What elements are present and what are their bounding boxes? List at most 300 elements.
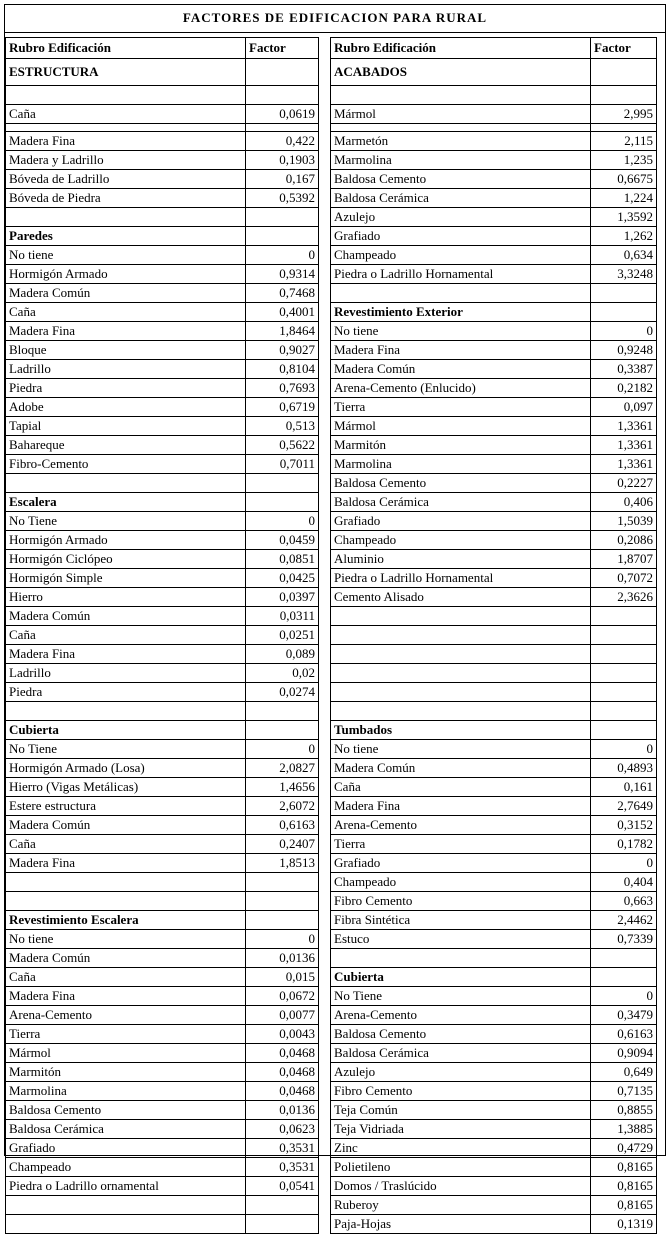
column-header-factor: Factor xyxy=(246,38,319,59)
table-header-row xyxy=(331,38,657,59)
factor-cell: 0,0619 xyxy=(246,105,319,124)
rubro-cell: Hormigón Ciclópeo xyxy=(6,550,246,569)
rubro-cell: Caña xyxy=(6,968,246,987)
factor-cell xyxy=(591,59,657,86)
factor-cell: 0,7011 xyxy=(246,455,319,474)
factor-cell: 0,4729 xyxy=(591,1139,657,1158)
rubro-cell xyxy=(331,645,591,664)
table-row xyxy=(6,835,319,854)
factor-cell xyxy=(246,493,319,512)
rubro-cell: Marmolina xyxy=(6,1082,246,1101)
factor-cell: 1,3885 xyxy=(591,1120,657,1139)
table-row xyxy=(6,1044,319,1063)
rubro-cell xyxy=(6,1215,246,1234)
factor-cell: 0,406 xyxy=(591,493,657,512)
rubro-cell: No tiene xyxy=(6,246,246,265)
table-row xyxy=(331,1196,657,1215)
table-row xyxy=(6,284,319,303)
table-row xyxy=(6,797,319,816)
section-header-row xyxy=(331,59,657,86)
rubro-cell: Grafiado xyxy=(331,227,591,246)
table-row xyxy=(331,683,657,702)
table-row xyxy=(6,474,319,493)
factor-cell: 0 xyxy=(591,322,657,341)
table-row xyxy=(6,1196,319,1215)
factor-cell: 0,663 xyxy=(591,892,657,911)
factor-cell: 0,9248 xyxy=(591,341,657,360)
factor-cell xyxy=(591,949,657,968)
table-row xyxy=(6,265,319,284)
factor-cell: 0,7072 xyxy=(591,569,657,588)
factor-cell: 2,995 xyxy=(591,105,657,124)
rubro-cell: Caña xyxy=(331,778,591,797)
table-row xyxy=(6,987,319,1006)
factor-cell: 0,167 xyxy=(246,170,319,189)
rubro-cell: No tiene xyxy=(6,930,246,949)
rubro-cell: Paja-Hojas xyxy=(331,1215,591,1234)
rubro-cell: Fibra Sintética xyxy=(331,911,591,930)
rubro-cell: Polietileno xyxy=(331,1158,591,1177)
section-header-row xyxy=(6,721,319,740)
table-row xyxy=(6,1006,319,1025)
table-row xyxy=(6,816,319,835)
table-row xyxy=(331,664,657,683)
table-row xyxy=(331,702,657,721)
section-header-row xyxy=(6,59,319,86)
section-header-row xyxy=(6,227,319,246)
section-title: Revestimiento Escalera xyxy=(6,911,246,930)
rubro-cell: Cemento Alisado xyxy=(331,588,591,607)
rubro-cell: Arena-Cemento (Enlucido) xyxy=(331,379,591,398)
factor-cell xyxy=(591,968,657,987)
table-row xyxy=(331,569,657,588)
table-row xyxy=(6,132,319,151)
rubro-cell: Grafiado xyxy=(331,512,591,531)
factor-cell: 0,02 xyxy=(246,664,319,683)
factor-cell: 0,3152 xyxy=(591,816,657,835)
table-row xyxy=(6,436,319,455)
rubro-cell: Fibro Cemento xyxy=(331,1082,591,1101)
factor-cell: 0,0425 xyxy=(246,569,319,588)
factor-cell: 1,224 xyxy=(591,189,657,208)
rubro-cell: Marmolina xyxy=(331,151,591,170)
rubro-cell: Baldosa Cemento xyxy=(331,170,591,189)
rubro-cell xyxy=(331,702,591,721)
factor-cell: 0,0274 xyxy=(246,683,319,702)
factor-cell: 0 xyxy=(246,740,319,759)
factor-cell xyxy=(246,1196,319,1215)
rubro-cell: Domos / Traslúcido xyxy=(331,1177,591,1196)
rubro-cell: Marmetón xyxy=(331,132,591,151)
table-row xyxy=(6,645,319,664)
rubro-cell: Caña xyxy=(6,835,246,854)
rubro-cell: Mármol xyxy=(6,1044,246,1063)
table-row xyxy=(6,892,319,911)
factor-cell: 2,3626 xyxy=(591,588,657,607)
factor-cell: 1,3361 xyxy=(591,436,657,455)
rubro-cell: Baldosa Cerámica xyxy=(6,1120,246,1139)
table-row xyxy=(6,322,319,341)
table-row xyxy=(331,740,657,759)
section-header-row xyxy=(331,303,657,322)
factor-cell: 0 xyxy=(246,512,319,531)
rubro-cell: Madera Fina xyxy=(6,132,246,151)
rubro-cell: Tierra xyxy=(6,1025,246,1044)
table-row xyxy=(331,1082,657,1101)
section-title: ESTRUCTURA xyxy=(6,59,246,86)
factor-cell xyxy=(591,645,657,664)
rubro-cell: Champeado xyxy=(331,531,591,550)
factor-cell: 0 xyxy=(246,930,319,949)
factor-cell: 1,8513 xyxy=(246,854,319,873)
rubro-cell: No tiene xyxy=(331,322,591,341)
factor-cell: 1,262 xyxy=(591,227,657,246)
rubro-cell: Hormigón Armado xyxy=(6,265,246,284)
rubro-cell: Piedra xyxy=(6,683,246,702)
factor-cell: 0,513 xyxy=(246,417,319,436)
rubro-cell: Adobe xyxy=(6,398,246,417)
factor-cell: 3,3248 xyxy=(591,265,657,284)
table-row xyxy=(6,1158,319,1177)
rubro-cell: Azulejo xyxy=(331,208,591,227)
rubro-cell: Arena-Cemento xyxy=(6,1006,246,1025)
factor-cell: 0,015 xyxy=(246,968,319,987)
rubro-cell: Madera Fina xyxy=(6,854,246,873)
table-row xyxy=(6,341,319,360)
rubro-cell: Ladrillo xyxy=(6,360,246,379)
rubro-cell: Caña xyxy=(6,105,246,124)
table-row xyxy=(331,892,657,911)
rubro-cell: Mármol xyxy=(331,105,591,124)
factor-cell xyxy=(246,702,319,721)
table-row xyxy=(331,474,657,493)
table-row xyxy=(6,360,319,379)
factor-cell: 0,8165 xyxy=(591,1196,657,1215)
factor-cell: 0,0672 xyxy=(246,987,319,1006)
rubro-cell: Madera Fina xyxy=(6,322,246,341)
table-row xyxy=(331,987,657,1006)
rubro-cell: Madera Fina xyxy=(331,797,591,816)
table-row xyxy=(331,1120,657,1139)
rubro-cell xyxy=(331,683,591,702)
table-row xyxy=(6,1063,319,1082)
rubro-cell xyxy=(6,474,246,493)
rubro-cell: Champeado xyxy=(331,246,591,265)
rubro-cell xyxy=(6,702,246,721)
factor-cell xyxy=(246,124,319,132)
section-header-row xyxy=(6,911,319,930)
table-row xyxy=(331,1158,657,1177)
factor-cell: 0,8165 xyxy=(591,1158,657,1177)
table-row xyxy=(331,1006,657,1025)
rubro-cell: Aluminio xyxy=(331,550,591,569)
table-row xyxy=(6,208,319,227)
factor-cell: 0,0397 xyxy=(246,588,319,607)
rubro-cell: No tiene xyxy=(331,740,591,759)
factor-cell: 1,4656 xyxy=(246,778,319,797)
table-row xyxy=(331,512,657,531)
factor-cell: 0,5392 xyxy=(246,189,319,208)
table-row xyxy=(6,512,319,531)
column-header-rubro: Rubro Edificación xyxy=(6,38,246,59)
rubro-cell: Arena-Cemento xyxy=(331,1006,591,1025)
factor-cell: 0,0136 xyxy=(246,1101,319,1120)
table-row xyxy=(6,664,319,683)
table-row xyxy=(331,436,657,455)
factor-cell xyxy=(246,86,319,105)
table-row xyxy=(6,930,319,949)
factor-cell: 0,0459 xyxy=(246,531,319,550)
rubro-cell: Hormigón Armado (Losa) xyxy=(6,759,246,778)
section-title: Revestimiento Exterior xyxy=(331,303,591,322)
factor-cell: 1,8707 xyxy=(591,550,657,569)
table-row xyxy=(331,835,657,854)
table-row xyxy=(331,626,657,645)
rubro-cell xyxy=(331,949,591,968)
table-row xyxy=(6,379,319,398)
factor-cell: 0,6163 xyxy=(591,1025,657,1044)
table-row xyxy=(331,1215,657,1234)
rubro-cell xyxy=(331,664,591,683)
rubro-cell xyxy=(6,208,246,227)
factor-cell: 2,6072 xyxy=(246,797,319,816)
rubro-cell: Madera Común xyxy=(6,607,246,626)
factor-cell: 2,4462 xyxy=(591,911,657,930)
rubro-cell: Caña xyxy=(6,626,246,645)
table-row xyxy=(6,873,319,892)
rubro-cell: Marmitón xyxy=(6,1063,246,1082)
factor-cell: 0,3531 xyxy=(246,1158,319,1177)
factor-cell xyxy=(246,911,319,930)
factor-cell: 0,097 xyxy=(591,398,657,417)
table-row xyxy=(6,759,319,778)
factor-cell xyxy=(591,702,657,721)
table-row xyxy=(6,189,319,208)
rubro-cell: Madera y Ladrillo xyxy=(6,151,246,170)
rubro-cell: Madera Común xyxy=(6,816,246,835)
factor-cell xyxy=(591,607,657,626)
factor-cell: 0,2227 xyxy=(591,474,657,493)
factor-cell xyxy=(246,892,319,911)
factor-cell: 0,0468 xyxy=(246,1082,319,1101)
table-header-row xyxy=(6,38,319,59)
factor-cell: 0,404 xyxy=(591,873,657,892)
section-title: Tumbados xyxy=(331,721,591,740)
rubro-cell: Baldosa Cerámica xyxy=(331,1044,591,1063)
table-row xyxy=(331,322,657,341)
rubro-cell: Bloque xyxy=(6,341,246,360)
rubro-cell: Madera Fina xyxy=(6,645,246,664)
table-row xyxy=(6,1139,319,1158)
section-header-row xyxy=(6,493,319,512)
factor-cell: 1,8464 xyxy=(246,322,319,341)
factor-cell: 0,7468 xyxy=(246,284,319,303)
factor-cell xyxy=(246,59,319,86)
table-row xyxy=(6,1101,319,1120)
rubro-cell: No Tiene xyxy=(331,987,591,1006)
rubro-cell: Fibro Cemento xyxy=(331,892,591,911)
factor-cell: 1,5039 xyxy=(591,512,657,531)
factor-cell: 0,0468 xyxy=(246,1063,319,1082)
factor-cell: 0,8165 xyxy=(591,1177,657,1196)
rubro-cell xyxy=(331,124,591,132)
factor-cell: 2,115 xyxy=(591,132,657,151)
rubro-cell xyxy=(331,626,591,645)
factor-cell: 0,9027 xyxy=(246,341,319,360)
rubro-cell: Hierro (Vigas Metálicas) xyxy=(6,778,246,797)
rubro-cell: Piedra o Ladrillo Hornamental xyxy=(331,265,591,284)
rubro-cell xyxy=(6,124,246,132)
table-row xyxy=(331,645,657,664)
table-row xyxy=(331,1139,657,1158)
factor-cell: 0,3531 xyxy=(246,1139,319,1158)
rubro-cell: Tapial xyxy=(6,417,246,436)
rubro-cell: Teja Común xyxy=(331,1101,591,1120)
table-row xyxy=(331,124,657,132)
table-row xyxy=(6,1082,319,1101)
factor-cell: 0,2407 xyxy=(246,835,319,854)
rubro-cell xyxy=(331,607,591,626)
table-row xyxy=(6,417,319,436)
table-row xyxy=(331,398,657,417)
table-row xyxy=(331,170,657,189)
factor-cell: 0 xyxy=(591,987,657,1006)
factor-cell: 0,0136 xyxy=(246,949,319,968)
section-title: Cubierta xyxy=(331,968,591,987)
rubro-cell: Baldosa Cerámica xyxy=(331,189,591,208)
rubro-cell xyxy=(331,284,591,303)
table-row xyxy=(331,132,657,151)
factor-cell xyxy=(591,626,657,645)
factor-cell: 0,422 xyxy=(246,132,319,151)
factor-cell: 0,634 xyxy=(591,246,657,265)
table-row xyxy=(331,607,657,626)
rubro-cell: Madera Fina xyxy=(331,341,591,360)
table-row xyxy=(6,588,319,607)
table-row xyxy=(331,531,657,550)
rubro-cell xyxy=(6,86,246,105)
factor-cell xyxy=(591,683,657,702)
table-row xyxy=(6,151,319,170)
factor-cell xyxy=(591,721,657,740)
rubro-cell: Bóveda de Piedra xyxy=(6,189,246,208)
table-row xyxy=(6,702,319,721)
factor-cell: 1,3592 xyxy=(591,208,657,227)
rubro-cell: Baldosa Cemento xyxy=(331,474,591,493)
rubro-cell: Marmitón xyxy=(331,436,591,455)
table-row xyxy=(331,1025,657,1044)
table-row xyxy=(6,1025,319,1044)
table-row xyxy=(6,626,319,645)
factor-cell: 0,6719 xyxy=(246,398,319,417)
factor-cell: 0,649 xyxy=(591,1063,657,1082)
table-row xyxy=(6,683,319,702)
rubro-cell: Estere estructura xyxy=(6,797,246,816)
section-title: ACABADOS xyxy=(331,59,591,86)
rubro-cell: Madera Común xyxy=(6,284,246,303)
factor-cell: 0,9314 xyxy=(246,265,319,284)
table-row xyxy=(331,778,657,797)
factor-cell: 0,0077 xyxy=(246,1006,319,1025)
table-row xyxy=(331,86,657,105)
factor-cell: 0,7135 xyxy=(591,1082,657,1101)
rubro-cell: Baldosa Cemento xyxy=(6,1101,246,1120)
table-row xyxy=(331,1101,657,1120)
table-row xyxy=(6,949,319,968)
rubro-cell: Azulejo xyxy=(331,1063,591,1082)
factor-cell: 0 xyxy=(591,854,657,873)
factor-cell: 0,0043 xyxy=(246,1025,319,1044)
factor-cell: 0,1782 xyxy=(591,835,657,854)
rubro-cell: Hierro xyxy=(6,588,246,607)
factor-cell: 0,0468 xyxy=(246,1044,319,1063)
table-row xyxy=(331,930,657,949)
section-title: Escalera xyxy=(6,493,246,512)
factor-cell: 0,2182 xyxy=(591,379,657,398)
table-row xyxy=(6,740,319,759)
rubro-cell: Piedra o Ladrillo ornamental xyxy=(6,1177,246,1196)
table-row xyxy=(6,124,319,132)
rubro-cell: Estuco xyxy=(331,930,591,949)
table-row xyxy=(331,759,657,778)
table-row xyxy=(331,816,657,835)
table-row xyxy=(6,968,319,987)
table-row xyxy=(331,246,657,265)
table-row xyxy=(331,265,657,284)
rubro-cell: Ruberoy xyxy=(331,1196,591,1215)
factor-cell xyxy=(246,873,319,892)
factor-cell: 0,1319 xyxy=(591,1215,657,1234)
section-title: Cubierta xyxy=(6,721,246,740)
table-row xyxy=(331,284,657,303)
rubro-cell: Champeado xyxy=(6,1158,246,1177)
table-row xyxy=(6,303,319,322)
column-header-factor: Factor xyxy=(591,38,657,59)
table-row xyxy=(331,797,657,816)
rubro-cell: Madera Común xyxy=(6,949,246,968)
factor-cell: 1,3361 xyxy=(591,455,657,474)
table-row xyxy=(6,607,319,626)
table-row xyxy=(331,1044,657,1063)
table-row xyxy=(6,105,319,124)
factor-cell: 0,8855 xyxy=(591,1101,657,1120)
factor-cell: 0,0251 xyxy=(246,626,319,645)
factor-cell xyxy=(246,474,319,493)
table-row xyxy=(6,1120,319,1139)
rubro-cell: Piedra o Ladrillo Hornamental xyxy=(331,569,591,588)
left-factor-table xyxy=(5,37,319,1234)
factor-cell: 0,5622 xyxy=(246,436,319,455)
rubro-cell: Baldosa Cemento xyxy=(331,1025,591,1044)
rubro-cell: Piedra xyxy=(6,379,246,398)
rubro-cell xyxy=(331,86,591,105)
rubro-cell: Hormigón Simple xyxy=(6,569,246,588)
factor-cell: 0 xyxy=(591,740,657,759)
table-row xyxy=(6,86,319,105)
rubro-cell: Mármol xyxy=(331,417,591,436)
factor-cell: 0,0623 xyxy=(246,1120,319,1139)
rubro-cell: Baldosa Cerámica xyxy=(331,493,591,512)
factor-cell: 0,3387 xyxy=(591,360,657,379)
factor-cell: 2,0827 xyxy=(246,759,319,778)
factor-cell: 0,7693 xyxy=(246,379,319,398)
table-row xyxy=(331,550,657,569)
table-row xyxy=(331,208,657,227)
factor-cell: 0 xyxy=(246,246,319,265)
table-row xyxy=(331,151,657,170)
section-header-row xyxy=(331,968,657,987)
rubro-cell: Tierra xyxy=(331,835,591,854)
